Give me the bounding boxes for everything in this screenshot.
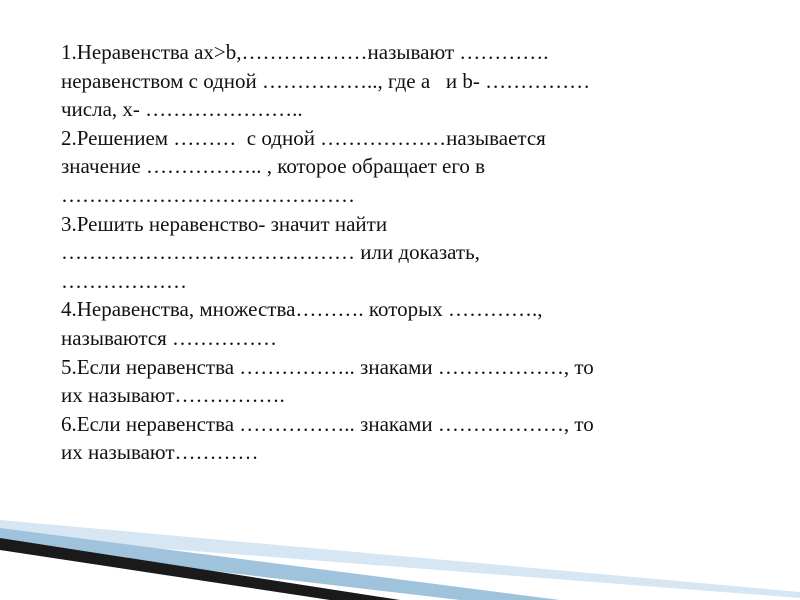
- text-line-13: их называют…………….: [61, 383, 285, 408]
- text-line-1: 1.Неравенства ax>b,………………называют ………….: [61, 40, 549, 64]
- text-line-15: их называют…………: [61, 440, 259, 465]
- text-line-2: неравенством с одной …………….., где а и b- ……………: [61, 68, 591, 93]
- text-line-14: 6.Если неравенства …………….. знаками ………………, то: [61, 411, 594, 436]
- text-line-9: ………………: [61, 268, 187, 293]
- worksheet-text: [61, 38, 761, 467]
- text-line-10: 4.Неравенства, множества………. которых ………….,: [61, 297, 543, 322]
- text-line-11: называются ……………: [61, 325, 277, 350]
- text-line-5: значение …………….. , которое обращает его в: [61, 154, 486, 179]
- text-line-4: 2.Решением ……… с одной ………………называется: [61, 125, 546, 150]
- decorative-swoosh: [0, 480, 800, 600]
- text-line-3: числа, х- …………………..: [61, 97, 303, 122]
- text-line-7: 3.Решить неравенство- значит найти: [61, 211, 388, 236]
- text-line-12: 5.Если неравенства …………….. знаками ………………, то: [61, 354, 594, 379]
- text-line-8: …………………………………… или доказать,: [61, 240, 480, 265]
- text-line-6: ……………………………………: [61, 182, 355, 207]
